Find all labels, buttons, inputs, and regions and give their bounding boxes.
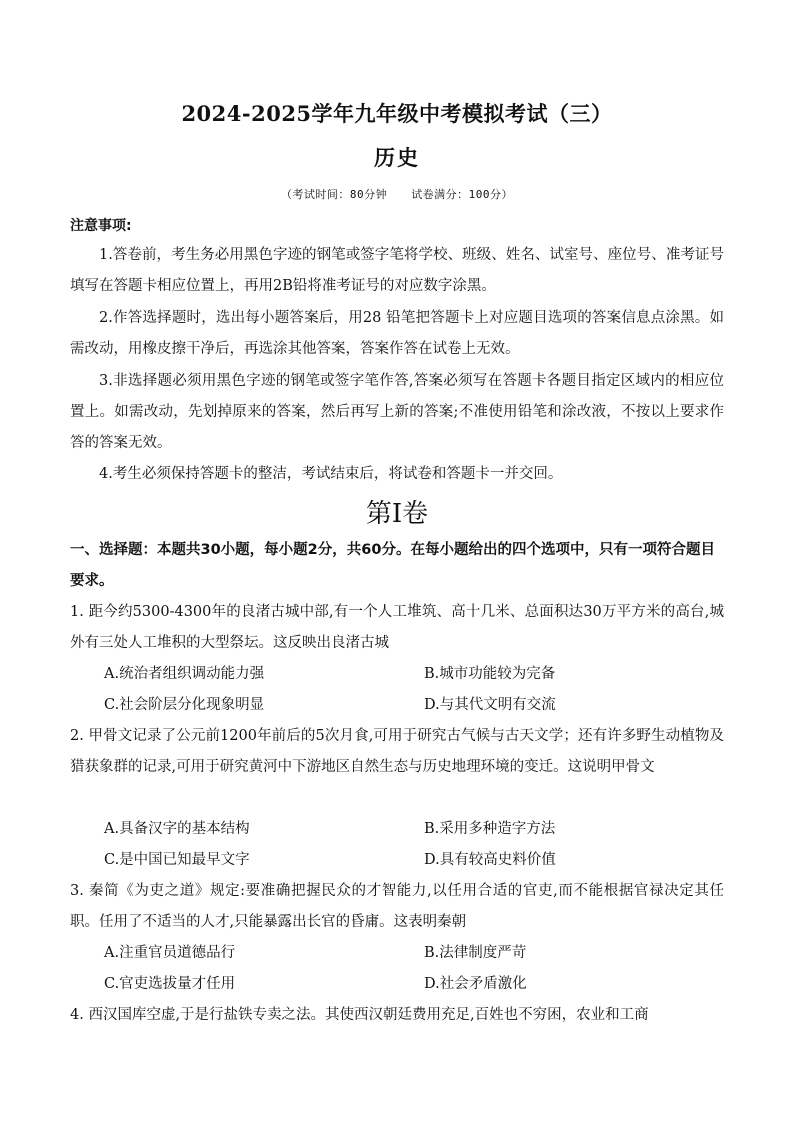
- section-intro: 一、选择题：本题共30小题，每小题2分，共60分。在每小题给出的四个选项中，只有一项符合题目要求。: [70, 542, 715, 589]
- note-item-4: 4.考生必须保持答题卡的整洁，考试结束后，将试卷和答题卡一并交回。: [99, 466, 563, 482]
- exam-info: [0, 186, 794, 202]
- subject-title: 历史: [374, 145, 420, 170]
- question-2-option-d: D.具有较高史料价值: [424, 852, 556, 868]
- note-item-3: 3.非选择题必须用黑色字迹的钢笔或签字笔作答,答案必须写在答题卡各题目指定区域内的相应位置上。如需改动，先划掉原来的答案，然后再写上新的答案;不准使用铅笔和涂改液，不按以上要求作答的答案无效。: [70, 373, 724, 451]
- question-3-option-b: B.法律制度严苛: [424, 945, 527, 961]
- note-item-2: 2.作答选择题时，选出每小题答案后，用28 铅笔把答题卡上对应题目选项的答案信息点涂黑。如需改动，用橡皮擦干净后，再选涂其他答案，答案作答在试卷上无效。: [70, 310, 724, 357]
- note-item-1: 1.答卷前，考生务必用黑色字迹的钢笔或签字笔将学校、班级、姓名、试室号、座位号、准考证号填写在答题卡相应位置上，再用2B铅将准考证号的对应数字涂黑。: [70, 247, 724, 294]
- question-3-option-a: A.注重官员道德品行: [104, 945, 236, 961]
- question-2-option-a: A.具备汉字的基本结构: [104, 821, 250, 837]
- question-2-option-c: C.是中国已知最早文字: [104, 852, 250, 868]
- exam-duration: （考试时间：80分钟: [280, 188, 388, 201]
- question-1-stem: 1. 距今约5300-4300年的良渚古城中部,有一个人工堆筑、高十几米、总面积达30万平方米的高台,城外有三处人工堆积的大型祭坛。这反映出良渚古城: [70, 604, 724, 651]
- question-3-option-c: C.官吏选拔量才任用: [104, 976, 236, 992]
- question-1-option-c: C.社会阶层分化现象明显: [104, 697, 265, 713]
- question-3-option-d: D.社会矛盾激化: [424, 976, 527, 992]
- section-title: 第Ⅰ卷: [365, 499, 429, 529]
- exam-full-score: 试卷满分：100分）: [411, 188, 514, 201]
- question-3-stem: 3. 秦简《为吏之道》规定:要准确把握民众的才智能力,以任用合适的官吏,而不能根据官禄决定其任职。任用了不适当的人才,只能暴露出长官的昏庸。这表明秦朝: [70, 883, 724, 930]
- question-2-stem: 2. 甲骨文记录了公元前1200年前后的5次月食,可用于研究古气候与古天文学；还有许多野生动植物及猎获象群的记录,可用于研究黄河中下游地区自然生态与历史地理环境的变迁。这说明甲骨文: [70, 728, 724, 775]
- question-4-stem: 4. 西汉国库空虚,于是行盐铁专卖之法。其使西汉朝廷费用充足,百姓也不穷困，农业和工商: [70, 1007, 649, 1023]
- question-2-option-b: B.采用多种造字方法: [424, 821, 556, 837]
- question-1-option-a: A.统治者组织调动能力强: [104, 666, 265, 682]
- exam-title: 2024-2025学年九年级中考模拟考试（三）: [181, 101, 613, 126]
- notes-heading: 注意事项:: [70, 218, 132, 234]
- question-1-option-b: B.城市功能较为完备: [424, 666, 556, 682]
- question-1-option-d: D.与其代文明有交流: [424, 697, 556, 713]
